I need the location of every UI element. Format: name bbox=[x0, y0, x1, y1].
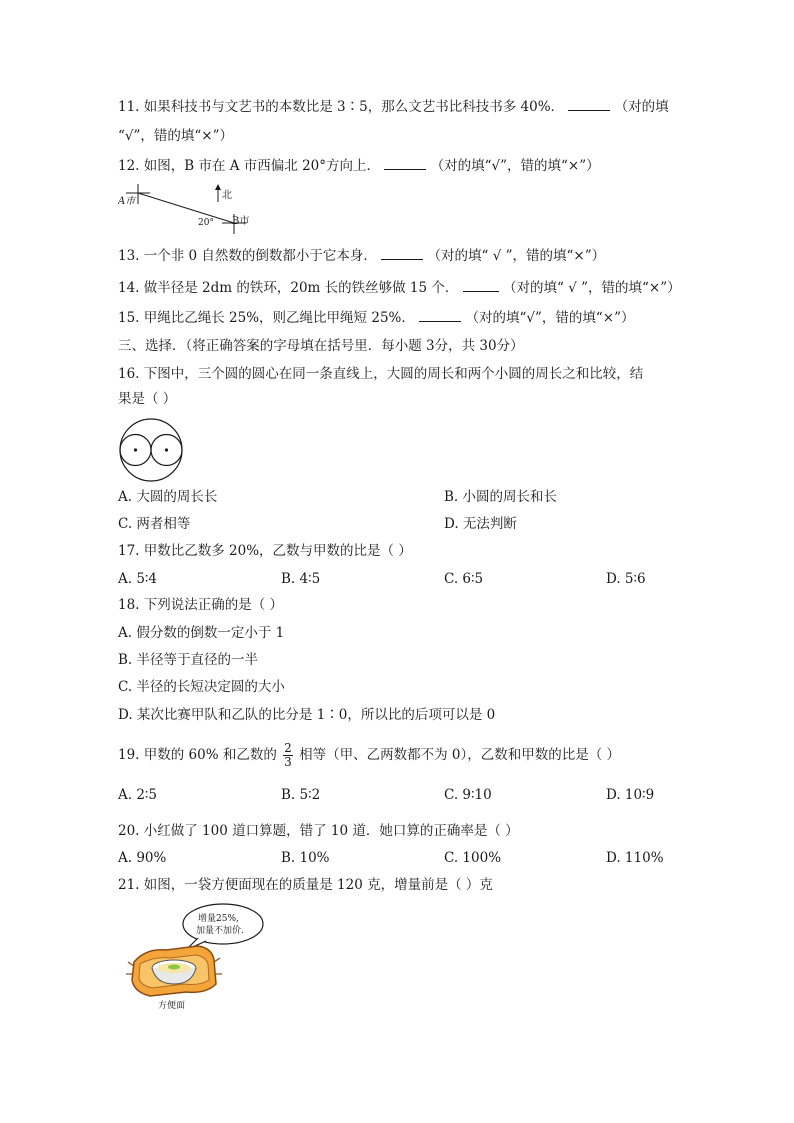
q11-text: 11. 如果科技书与文艺书的本数比是 3∶5，那么文艺书比科技书多 40%． bbox=[118, 99, 565, 115]
q21-noodle-figure bbox=[126, 900, 266, 1015]
q18-line: 18. 下列说法正确的是（ ） bbox=[118, 597, 284, 613]
q11-answer-blank[interactable] bbox=[568, 98, 610, 111]
q12-city-a-label: A市 bbox=[118, 196, 136, 207]
q19-option-d[interactable]: D. 10∶9 bbox=[606, 787, 655, 803]
q21-caption: 方便面 bbox=[158, 1001, 186, 1011]
section3-heading: 三、选择．（将正确答案的字母填在括号里．每小题 3分，共 30分） bbox=[118, 338, 524, 354]
q20-option-c[interactable]: C. 100% bbox=[444, 850, 502, 866]
q16-line1: 16. 下图中，三个圆的圆心在同一条直线上，大圆的周长和两个小圆的周长之和比较，结 bbox=[118, 366, 644, 382]
q20-option-b[interactable]: B. 10% bbox=[281, 850, 330, 866]
q19-fraction bbox=[283, 742, 293, 769]
q17-option-a[interactable]: A. 5∶4 bbox=[118, 571, 158, 587]
q11-line1 bbox=[118, 98, 669, 116]
q16-option-b[interactable]: B. 小圆的周长和长 bbox=[444, 489, 558, 505]
q20-line: 20. 小红做了 100 道口算题，错了 10 道．她口算的正确率是（ ） bbox=[118, 823, 519, 839]
q16-line2: 果是（ ） bbox=[118, 391, 177, 407]
q12-answer-blank[interactable] bbox=[384, 157, 426, 170]
q15-instruction: （对的填“√”，错的填“×”） bbox=[465, 310, 635, 326]
q19-text-cont: 相等（甲、乙两数都不为 0），乙数和甲数的比是（ ） bbox=[299, 747, 621, 763]
q12-north-label: 北 bbox=[222, 190, 232, 201]
q19-fraction-numerator: 2 bbox=[284, 741, 292, 755]
q18-option-c[interactable]: C. 半径的长短决定圆的大小 bbox=[118, 679, 285, 695]
q14-line bbox=[118, 279, 681, 297]
q15-answer-blank[interactable] bbox=[419, 309, 461, 322]
q18-option-b[interactable]: B. 半径等于直径的一半 bbox=[118, 652, 259, 668]
q12-angle-label: 20° bbox=[198, 218, 214, 228]
speech-bubble bbox=[183, 904, 263, 944]
q18-option-d[interactable]: D. 某次比赛甲队和乙队的比分是 1∶0，所以比的后项可以是 0 bbox=[118, 707, 496, 723]
q17-option-b[interactable]: B. 4∶5 bbox=[281, 571, 321, 587]
q14-instruction: （对的填“ √ ”，错的填“×”） bbox=[503, 280, 681, 296]
q21-bubble-line2: 加量不加价. bbox=[196, 926, 244, 936]
q19-fraction-denominator: 3 bbox=[284, 755, 292, 769]
q11-instruction-cont: “√”，错的填“×”） bbox=[118, 128, 234, 144]
q19-option-a[interactable]: A. 2∶5 bbox=[118, 787, 158, 803]
q20-option-a[interactable]: A. 90% bbox=[118, 850, 167, 866]
q16-option-c[interactable]: C. 两者相等 bbox=[118, 516, 191, 532]
q12-text: 12. 如图，B 市在 A 市西偏北 20°方向上． bbox=[118, 158, 381, 174]
q21-line: 21. 如图，一袋方便面现在的质量是 120 克，增量前是（ ）克 bbox=[118, 877, 493, 893]
q12-instruction: （对的填“√”，错的填“×”） bbox=[430, 158, 600, 174]
q19-line bbox=[118, 737, 620, 773]
q16-option-d[interactable]: D. 无法判断 bbox=[444, 516, 517, 532]
q19-option-c[interactable]: C. 9∶10 bbox=[444, 787, 492, 803]
q12-direction-figure bbox=[118, 182, 258, 234]
q19-option-b[interactable]: B. 5∶2 bbox=[281, 787, 321, 803]
q11-line2 bbox=[118, 127, 233, 145]
north-arrow-icon bbox=[215, 184, 221, 190]
q18-option-a[interactable]: A. 假分数的倒数一定小于 1 bbox=[118, 625, 285, 641]
q20-option-d[interactable]: D. 110% bbox=[606, 850, 664, 866]
q17-option-d[interactable]: D. 5∶6 bbox=[606, 571, 646, 587]
q14-text: 14. 做半径是 2dm 的铁环，20m 长的铁丝够做 15 个． bbox=[118, 280, 459, 296]
q17-line: 17. 甲数比乙数多 20%，乙数与甲数的比是（ ） bbox=[118, 543, 412, 559]
q17-option-c[interactable]: C. 6∶5 bbox=[444, 571, 484, 587]
q12-city-b-label: B市 bbox=[232, 216, 250, 227]
q13-line bbox=[118, 247, 605, 265]
q21-bubble-line1: 增量25%, bbox=[198, 914, 239, 924]
q12-line bbox=[118, 157, 600, 175]
q15-line bbox=[118, 309, 634, 327]
q13-answer-blank[interactable] bbox=[381, 247, 423, 260]
q13-instruction: （对的填“ √ ”，错的填“×”） bbox=[427, 248, 606, 264]
q19-text: 19. 甲数的 60% 和乙数的 bbox=[118, 747, 277, 763]
q16-option-a[interactable]: A. 大圆的周长长 bbox=[118, 489, 218, 505]
q11-instruction: （对的填 bbox=[614, 99, 669, 115]
q13-text: 13. 一个非 0 自然数的倒数都小于它本身． bbox=[118, 248, 377, 264]
q15-text: 15. 甲绳比乙绳长 25%，则乙绳比甲绳短 25%． bbox=[118, 310, 415, 326]
q14-answer-blank[interactable] bbox=[463, 279, 499, 292]
q16-circles-figure bbox=[118, 417, 184, 483]
